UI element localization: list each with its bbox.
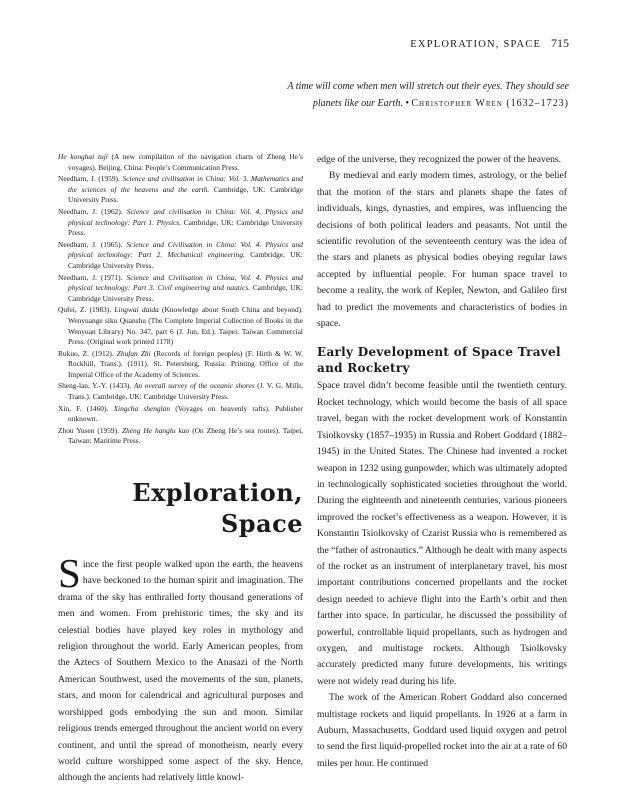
bibliography-entry: Sheng-lan, Y.-Y. (1433). An overall survey of the oceanic shores (J. V. G. Mills, Trans.). Cambridge, UK: Cambridge University Press.: [58, 381, 303, 402]
epigraph-author: Christopher Wren (1632–1723): [411, 98, 569, 109]
epigraph-bullet: •: [405, 98, 409, 109]
body-paragraph: Space travel didn’t become feasible until the twentieth century. Rocket technology, which would become the basis of all space travel, began with the rocket development work of Konstantin Tsiolkovsky (1857–1935) in Russia and Robert Goddard (1882–1945) in the United States. The Chinese had invented a rocket weapon in 1232 using gunpowder, which was ultimately adopted in technologically sophisticated societies throughout the world. During the eighteenth and nineteenth centuries, various pioneers improved the rocket’s effectiveness as a weapon. However, it is Konstantin Tsiolkovsky of Czarist Russia who is remembered as the “father of astronautics.” Although he dealt with many aspects of the rocket as an instrument of interplanetary travel, his most important contributions concerned propellants and the rocket design needed to achieve flight into the Earth’s orbit and then farther into space. In particular, he discussed the possibility of powerful, controllable liquid propellants, such as hydrogen and oxygen, and multistage rockets. Although Tsiolkovsky accurately predicted many future developments, his writings were not widely read during his life.: [317, 380, 567, 687]
drop-cap: S: [58, 550, 81, 597]
bibliography-entry: Zhou Yusen (1959). Zheng He hanglu kao (On Zheng He’s sea routes). Taipei, Taiwan: Maritime Press.: [58, 425, 304, 446]
chapter-title: [58, 477, 303, 539]
running-head-title: EXPLORATION, SPACE: [410, 39, 542, 50]
bibliography-entry: Needham, J. (1965). Science and Civilisation in China: Vol. 4. Physics and physical technology: Part 2. Mechanical engineering. Cambridge, UK: Cambridge University Press.: [58, 239, 303, 270]
bibliography-list: [58, 152, 303, 447]
body-paragraph: edge of the universe, they recognized the power of the heavens.: [317, 154, 562, 165]
body-paragraph: The work of the American Robert Goddard also concerned multistage rockets and liquid propellants. In 1926 at a farm in Auburn, Massachusetts, Goddard used liquid oxygen and petrol to send the first liquid-propelled rocket into the air at a rate of 60 miles per hour. He continued: [317, 692, 567, 769]
epigraph: [239, 78, 569, 112]
body-paragraph: By medieval and early modern times, astrology, or the belief that the motion of the stars and planets shape the fates of individuals, kings, dynasties, and empires, was influencing the decisions of both political leaders and peasants. Not until the scientific revolution of the seventeenth century was the idea of the stars and planets as physical bodies obeying regular laws accepted by influential people. For human space travel to become a reality, the work of Kepler, Newton, and Galileo first had to predict the movements and characteristics of bodies in space.: [317, 170, 567, 330]
bibliography-entry: Needham, J. (1971). Science and Civilisation in China, Vol. 4. Physics and physical technology: Part 3. Civil engineering and nautics. Cambridge, UK: Cambridge University Press.: [58, 272, 303, 303]
running-head: [209, 36, 569, 51]
left-column: [58, 152, 303, 787]
bibliography-entry: Needham, J. (1959). Science and civilisation in China: Vol. 3. Mathematics and the sciences of the heavens and the earth. Cambridge, UK: Cambridge University Press.: [58, 174, 304, 205]
epigraph-line-1: A time will come when men will stretch out their eyes. They should see: [287, 81, 569, 92]
page-number: 715: [551, 36, 569, 50]
bibliography-entry: He konghai tuji (A new compilation of the navigation charts of Zheng He’s voyages). Beijing, China: People’s Communication Press.: [58, 152, 303, 172]
bibliography-entry: Needham, J. (1962). Science and civilisation in China: Vol. 4. Physics and physical technology: Part 1. Physics. Cambridge, UK: Cambridge University Press.: [58, 206, 303, 238]
bibliography-entry: Qufei, Z. (1983). Lingwai daida (Knowledge about South China and beyond). Wenyuange siku Quanshu (The Complete Imperial Collection of Books in the Wenyuan Library) No. 347, part 6 (J. Jun, Ed.). Taipei: Taiwan Commercial Press. (Original work printed 1178): [58, 305, 303, 347]
section-heading: Early Development of Space Travel and Rocketry: [317, 345, 561, 376]
chapter-title-line-1: Exploration,: [132, 478, 303, 508]
bibliography-entry: Rukuo, Z. (1912). Zhufan Zhi (Records of foreign peoples) (F. Hirth & W. W. Rockhill, Trans.). (1911). St. Petersburg, Russia: Printing Office of the Imperial Office of the Academy of Sciences.: [58, 348, 303, 379]
intro-text: ince the first people walked upon the earth, the heavens have beckoned to the human spirit and imagination. The drama of the sky has enthralled forty thousand generations of men and women. From prehistoric times, the sky and its celestial bodies have played key roles in mythology and religion throughout the world. Early American peoples, from the Aztecs of Southern Mexico to the Anasazi of the North American Southwest, used the movements of the sun, planets, stars, and moon for calendrical and agricultural purposes and worshipped gods embodying the sun and moon. Similar religious trends emerged throughout the ancient world on every continent, and until the spread of monotheism, nearly every world culture worshipped some aspect of the sky. Hence, although the ancients had relatively little knowl-: [58, 559, 303, 784]
chapter-title-line-2: Space: [220, 509, 303, 539]
bibliography-entry: Xin, F. (1460). Xingcha shenglan (Voyages on heavenly rafts). Publisher unknown.: [58, 403, 303, 424]
right-column: [317, 152, 567, 772]
intro-paragraph: [58, 550, 303, 787]
epigraph-line-2: planets like our Earth.: [312, 98, 403, 109]
